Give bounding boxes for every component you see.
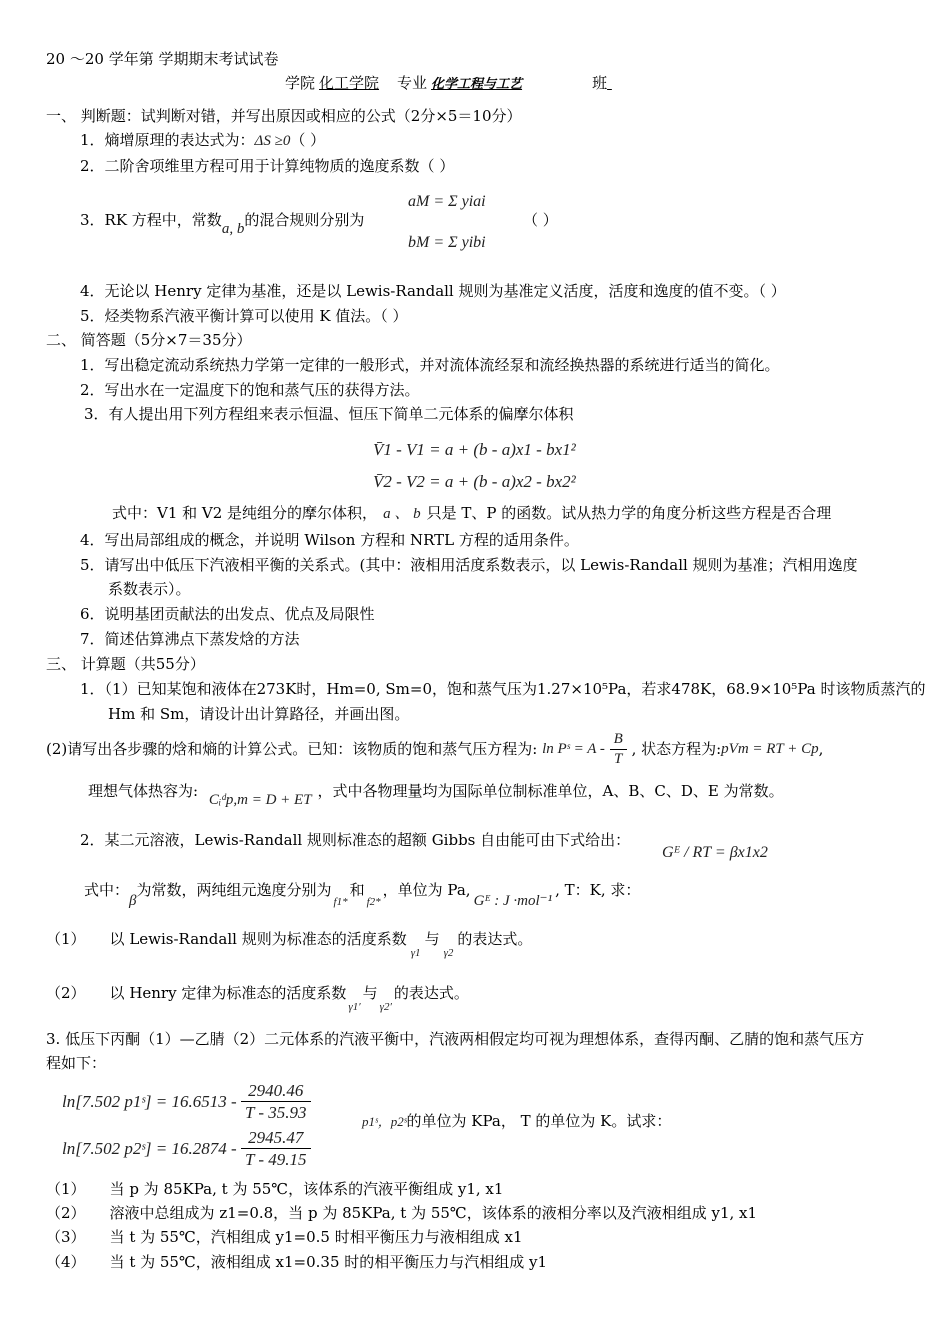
q1-2-eq1-num: B — [610, 730, 627, 750]
q3-units-text: 的单位为 KPa， T 的单位为 K。试求： — [406, 1112, 672, 1130]
q2-sub1-gamma2: γ2 — [443, 947, 454, 959]
q1-2-eq1-den: T — [614, 750, 623, 767]
q3-text-b: 的混合规则分别为 — [244, 211, 365, 229]
major-value: 化学工程与工艺 — [431, 77, 523, 92]
part2-q3-eq1: V̄1 - V1 = a + (b - a)x1 - bx1² — [373, 440, 576, 459]
q3-sub1-text: 当 p 为 85KPa, t 为 55℃，该体系的汽液平衡组成 y1, x1 — [109, 1180, 504, 1198]
q1-2-text-c: 理想气体热容为: — [88, 782, 199, 800]
q2-note-c: ，单位为 Pa, — [382, 881, 471, 899]
q3-paren: （ ） — [523, 211, 558, 229]
q3-sub3-num: （3） — [46, 1228, 86, 1246]
q3-sub3 — [46, 1228, 523, 1247]
q3-sub4-text: 当 t 为 55℃，液相组成 x1=0.35 时的相平衡压力与汽相组成 y1 — [109, 1253, 548, 1271]
q2-sub2-text: 以 Henry 定律为标准态的活度系数 — [109, 984, 347, 1002]
school-label: 学院 — [285, 74, 316, 92]
part2-q3: 3．有人提出用下列方程组来表示恒温、恒压下简单二元体系的偏摩尔体积 — [84, 405, 574, 423]
q2-sub2-gamma1: γ1′ — [348, 1001, 361, 1013]
q3-eq1-num: 2940.46 — [241, 1080, 311, 1102]
q2-note-a: 式中： — [84, 881, 130, 899]
q3-eq2-left: ln[7.502 p2ˢ] = 16.2874 - — [62, 1139, 237, 1159]
q3-eq1: aM = Σ yiai — [408, 193, 486, 210]
q2-note-b: 为常数，两纯组元逸度分别为 — [136, 881, 332, 899]
part2-q4: 4．写出局部组成的概念，并说明 Wilson 方程和 NRTL 方程的适用条件。 — [80, 531, 579, 549]
q2-sub1-num: （1） — [46, 930, 86, 948]
q3-sub2-text: 溶液中总组成为 z1=0.8，当 p 为 85KPa, t 为 55℃，该体系的液相分率以及汽液相组成 y1, x1 — [109, 1204, 758, 1222]
q1-2-eq3: Cᵢᵈp,m = D + ET — [208, 792, 312, 808]
q2-and: 和 — [349, 881, 365, 899]
q3-sub2 — [46, 1204, 757, 1223]
q2-beta: β — [129, 893, 137, 909]
q1-paren: （ ） — [290, 131, 326, 149]
part2-title: 二、 简答题（5分×7＝35分） — [46, 331, 252, 349]
part1-q1 — [80, 131, 325, 151]
part2-q5-line1: 5．请写出中低压下汽液相平衡的关系式。(其中：液相用活度系数表示，以 Lewis-Randall 规则为基准；汽相用逸度 — [80, 556, 858, 574]
part2-q3-eq2: V̄2 - V2 = a + (b - a)x2 - bx2² — [373, 472, 576, 491]
part2-q7: 7．简述估算沸点下蒸发焓的方法 — [80, 630, 300, 648]
q2-sub2-gamma2: γ2′ — [379, 1001, 392, 1013]
q3-eq2 — [62, 1127, 311, 1171]
part1-q4: 4．无论以 Henry 定律为基准，还是以 Lewis-Randall 规则为基准定义活度，活度和逸度的值不变。（ ） — [80, 282, 786, 300]
q3-sub3-text: 当 t 为 55℃，汽相组成 y1=0.5 时相平衡压力与液相组成 x1 — [109, 1228, 523, 1246]
part2-q2: 2．写出水在一定温度下的饱和蒸气压的获得方法。 — [80, 381, 420, 399]
part2-q1: 1．写出稳定流动系统热力学第一定律的一般形式，并对流体流经泵和流经换热器的系统进行适当的简化。 — [80, 356, 780, 374]
part3-title: 三、 计算题（共55分） — [46, 655, 205, 673]
q2-sub1-tail: 的表达式。 — [457, 930, 533, 948]
q1-2-eq2: pVm = RT + Cp — [721, 740, 819, 757]
q1-math: ΔS ≥0 — [254, 133, 291, 149]
q2-sub2-num: （2） — [46, 984, 86, 1002]
q3-eq2-den: T - 49.15 — [244, 1150, 307, 1170]
q2-sub1-text: 以 Lewis-Randall 规则为标准态的活度系数 — [109, 930, 407, 948]
q3-note-b: 只是 T、P 的函数。试从热力学的角度分析这些方程是否合理 — [426, 504, 832, 522]
part1-q3 — [80, 211, 365, 237]
exam-info-line — [285, 74, 632, 93]
q2-note-d: , T：K, 求： — [555, 881, 641, 899]
q3-eq2-num: 2945.47 — [241, 1127, 311, 1149]
part3-q3-line2: 程如下： — [46, 1054, 107, 1072]
q3-text-a: 3．RK 方程中，常数 — [80, 211, 222, 229]
part3-q2-eq: Gᴱ / RT = βx1x2 — [662, 844, 768, 861]
q3-sub4-num: （4） — [46, 1253, 86, 1271]
part2-q3-note — [112, 504, 831, 524]
q1-2-text-a: (2)请写出各步骤的焓和熵的计算公式。已知：该物质的饱和蒸气压方程为: — [46, 739, 538, 758]
part1-q2: 2．二阶舍项维里方程可用于计算纯物质的逸度系数（ ） — [80, 157, 455, 175]
q3-eq1 — [62, 1080, 311, 1124]
q3-units-math: p1ˢ，p2ˢ — [362, 1114, 407, 1129]
school-value: 化工学院 — [319, 74, 380, 92]
major-label: 专业 — [397, 74, 428, 92]
q2-f2: f2* — [366, 896, 381, 908]
q3-ab: a, b — [221, 221, 245, 237]
q3-note-ab: a 、 b — [383, 506, 421, 522]
q2-sub2-tail: 的表达式。 — [393, 984, 469, 1002]
q3-sub2-num: （2） — [46, 1204, 86, 1222]
part3-q2: 2．某二元溶液，Lewis-Randall 规则标准态的超额 Gibbs 自由能可由下式给出： — [80, 831, 631, 849]
part2-q5-line2: 系数表示）。 — [108, 580, 191, 598]
q3-eq2: bM = Σ yibi — [408, 234, 486, 251]
class-label: 班 — [592, 74, 608, 92]
q2-sub1-and: 与 — [424, 930, 440, 948]
part1-title: 一、 判断题：试判断对错，并写出原因或相应的公式（2分×5＝10分） — [46, 107, 522, 125]
q3-sub4 — [46, 1253, 547, 1272]
exam-term-line: 20 ～20 学年第 学期期末考试试卷 — [46, 50, 279, 68]
q3-units — [362, 1112, 671, 1131]
q3-sub1 — [46, 1180, 503, 1199]
q3-eq1-den: T - 35.93 — [244, 1103, 307, 1123]
q3-eq1-left: ln[7.502 p1ˢ] = 16.6513 - — [62, 1092, 237, 1112]
part2-q6: 6．说明基团贡献法的出发点、优点及局限性 — [80, 605, 375, 623]
q1-2-text-b: , 状态方程为: — [631, 739, 722, 758]
q2-f1: f1* — [333, 896, 348, 908]
q2-sub1-gamma1: γ1 — [410, 947, 421, 959]
q3-note-a: 式中：V1 和 V2 是纯组分的摩尔体积， — [112, 504, 378, 522]
q1-2-text-d: ，式中各物理量均为国际单位制标准单位，A、B、C、D、E 为常数。 — [317, 782, 784, 800]
part3-q1-2: (2)请写出各步骤的焓和熵的计算公式。已知：该物质的饱和蒸气压方程为: ln Pˢ = A - $\frac{B}{T}$ , 状态方程为:pVm = RT + Cp, — [46, 731, 824, 767]
part3-q1-line1: 1．（1）已知某饱和液体在273K时，Hm=0, Sm=0，饱和蒸气压为1.27×10⁵Pa，若求478K，68.9×10⁵Pa 时该物质蒸汽的 — [80, 680, 926, 698]
q1-text: 1．熵增原理的表达式为： — [80, 131, 255, 149]
part3-q1-2-cp — [88, 782, 784, 808]
q2-sub2-and: 与 — [362, 984, 378, 1002]
part3-q3-line1: 3. 低压下丙酮（1）—乙腈（2）二元体系的汽液平衡中，汽液两相假定均可视为理想体系，查得丙酮、乙腈的饱和蒸气压方 — [46, 1030, 865, 1048]
part3-q1-line2: Hm 和 Sm，请设计出计算路径，并画出图。 — [108, 705, 410, 723]
q2-unit: Gᴱ : J ·mol⁻¹ — [473, 893, 553, 909]
part3-q2-note — [84, 881, 641, 909]
part1-q5: 5．烃类物系汽液平衡计算可以使用 K 值法。（ ） — [80, 307, 408, 325]
q3-sub1-num: （1） — [46, 1180, 86, 1198]
q1-2-eq1: ln Pˢ = A - — [542, 740, 605, 757]
